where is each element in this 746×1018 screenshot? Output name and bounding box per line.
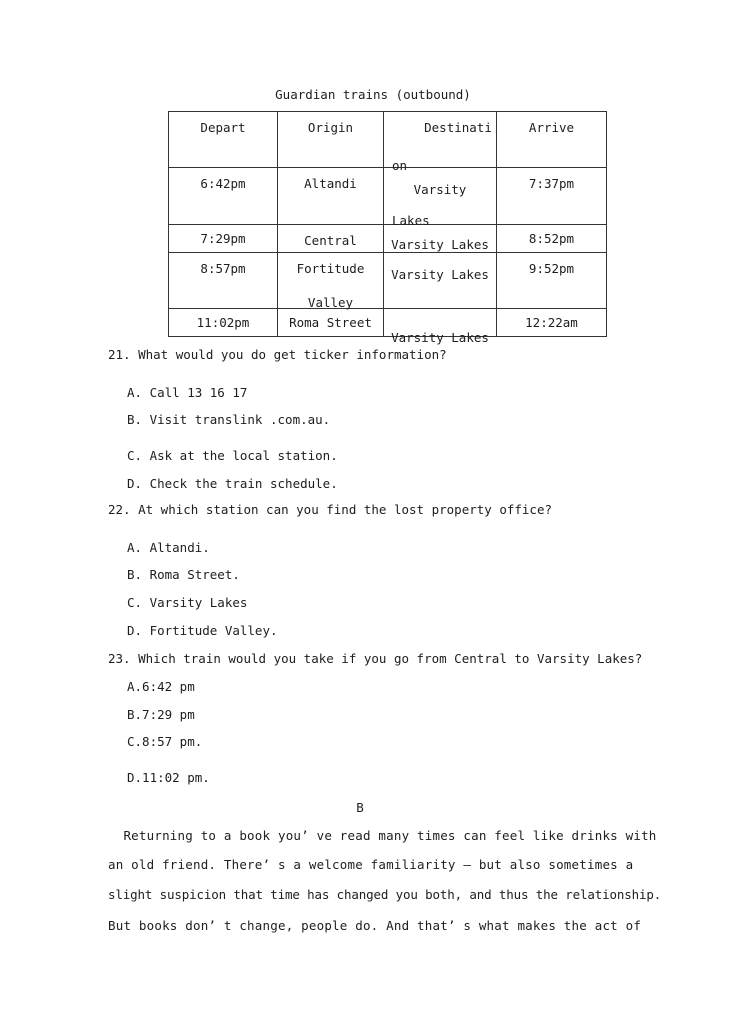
q21-option-d: D. Check the train schedule. bbox=[127, 476, 338, 491]
cell-destination-wrap: Lakes bbox=[392, 213, 430, 228]
q21-option-c: C. Ask at the local station. bbox=[127, 448, 338, 463]
cell-depart: 6:42pm bbox=[200, 176, 246, 191]
cell-arrive: 7:37pm bbox=[528, 176, 575, 191]
q23-option-c: C.8:57 pm. bbox=[127, 734, 203, 749]
cell-arrive: 12:22am bbox=[525, 315, 578, 330]
question-23: 23. Which train would you take if you go from Central to Varsity Lakes? bbox=[108, 651, 643, 666]
table-title: Guardian trains (outbound) bbox=[275, 87, 471, 102]
cell-origin: Roma Street bbox=[289, 315, 372, 330]
cell-arrive: 8:52pm bbox=[528, 231, 575, 246]
cell-destination: Varsity Lakes bbox=[391, 237, 489, 252]
q22-option-b: B. Roma Street. bbox=[127, 567, 240, 582]
cell-destination-clipped: Varsity Lakes bbox=[391, 330, 489, 345]
paragraph-line: an old friend. There’ s a welcome familiarity — but also sometimes a bbox=[108, 857, 634, 872]
paragraph-line: Returning to a book you’ ve read many times can feel like drinks with bbox=[108, 828, 657, 843]
table-row bbox=[169, 168, 607, 225]
question-22: 22. At which station can you find the lost property office? bbox=[108, 502, 553, 517]
cell-origin: Central bbox=[304, 233, 357, 248]
train-timetable bbox=[168, 111, 607, 345]
header-origin: Origin bbox=[307, 120, 354, 135]
cell-destination: Varsity Lakes bbox=[391, 267, 489, 282]
q22-option-a: A. Altandi. bbox=[127, 540, 210, 555]
table-row bbox=[169, 253, 607, 309]
header-depart: Depart bbox=[200, 120, 246, 135]
paragraph-line: But books don’ t change, people do. And that’ s what makes the act of bbox=[108, 918, 642, 933]
header-arrive: Arrive bbox=[528, 120, 575, 135]
table-header-row bbox=[169, 112, 607, 168]
q21-option-a: A. Call 13 16 17 bbox=[127, 385, 248, 400]
table-row bbox=[169, 309, 607, 337]
cell-origin: Altandi bbox=[304, 176, 357, 191]
cell-depart: 7:29pm bbox=[200, 231, 246, 246]
q23-option-d: D.11:02 pm. bbox=[127, 770, 210, 785]
header-destination: Destinati bbox=[424, 120, 492, 135]
q22-option-c: C. Varsity Lakes bbox=[127, 595, 248, 610]
cell-origin-wrap: Valley bbox=[307, 295, 354, 310]
cell-arrive: 9:52pm bbox=[528, 261, 575, 276]
q21-option-b: B. Visit translink .com.au. bbox=[127, 412, 331, 427]
section-heading: B bbox=[356, 800, 364, 815]
cell-destination: Varsity bbox=[413, 182, 467, 197]
q23-option-b: B.7:29 pm bbox=[127, 707, 195, 722]
cell-depart: 11:02pm bbox=[196, 315, 250, 330]
cell-depart: 8:57pm bbox=[200, 261, 246, 276]
question-21: 21. What would you do get ticker information? bbox=[108, 347, 447, 362]
table-row bbox=[169, 225, 607, 253]
paragraph-line: slight suspicion that time has changed you both, and thus the relationship. bbox=[108, 887, 662, 902]
q22-option-d: D. Fortitude Valley. bbox=[127, 623, 278, 638]
header-destination-wrap: on bbox=[392, 158, 408, 173]
cell-origin: Fortitude bbox=[296, 261, 365, 276]
q23-option-a: A.6:42 pm bbox=[127, 679, 195, 694]
